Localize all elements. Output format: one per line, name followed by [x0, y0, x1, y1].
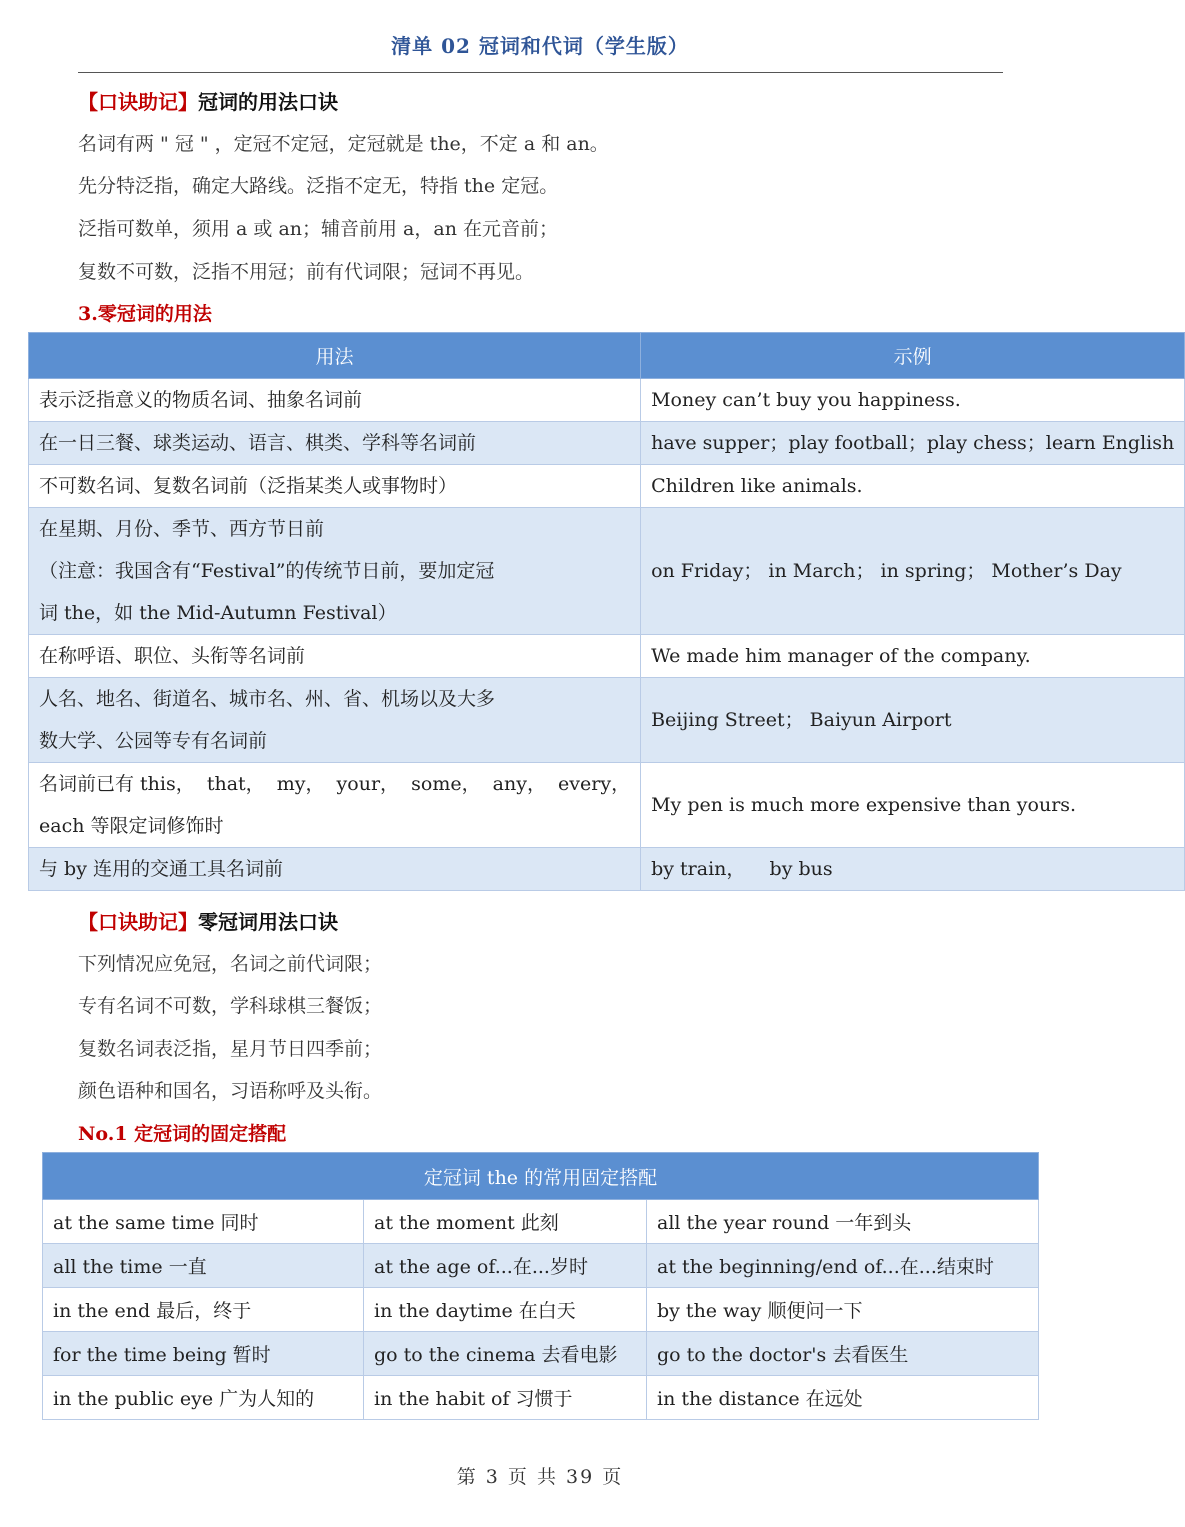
example-cell: We made him manager of the company. [641, 635, 1185, 678]
usage-cell [29, 422, 641, 465]
column-header-usage: 用法 [29, 333, 641, 379]
phrase-table-header: 定冠词 the 的常用固定搭配 [43, 1153, 1039, 1200]
phrase-cell: for the time being 暂时 [43, 1332, 364, 1376]
usage-line: 不可数名词、复数名词前（泛指某类人或事物时） [39, 475, 458, 497]
page-number: 第 3 页 共 39 页 [456, 1466, 624, 1488]
zero-article-table [28, 332, 1185, 891]
table-row [43, 1376, 1039, 1420]
usage-cell [29, 635, 641, 678]
mnemonic-heading-2 [78, 906, 338, 935]
usage-line: 在称呼语、职位、头衔等名词前 [39, 645, 306, 667]
mnemonic-title: 冠词的用法口诀 [198, 90, 338, 114]
phrase-cell: go to the cinema 去看电影 [364, 1332, 647, 1376]
table-row [43, 1244, 1039, 1288]
phrase-cell: in the end 最后，终于 [43, 1288, 364, 1332]
usage-line: 在一日三餐、球类运动、语言、棋类、学科等名词前 [39, 432, 477, 454]
usage-line: 词 the，如 the Mid-Autumn Festival） [39, 602, 397, 624]
mnemonic-line: 泛指可数单，须用 a 或 an；辅音前用 a，an 在元音前； [78, 218, 558, 240]
header-divider [78, 72, 1003, 73]
example-cell: My pen is much more expensive than yours. [641, 763, 1185, 848]
table-row [29, 763, 1185, 848]
phrase-cell: in the public eye 广为人知的 [43, 1376, 364, 1420]
example-cell: Money can’t buy you happiness. [641, 379, 1185, 422]
table-row [43, 1288, 1039, 1332]
mnemonic-line: 复数不可数，泛指不用冠；前有代词限；冠词不再见。 [78, 261, 535, 283]
usage-cell [29, 508, 641, 635]
example-cell: on Friday； in March； in spring； Mother’s Day [641, 508, 1185, 635]
mnemonic-title: 零冠词用法口诀 [198, 910, 338, 934]
table-row [29, 422, 1185, 465]
usage-cell [29, 763, 641, 848]
mnemonic-line: 下列情况应免冠，名词之前代词限； [78, 953, 383, 975]
table-row [29, 379, 1185, 422]
mnemonic-line: 颜色语种和国名，习语称呼及头衔。 [78, 1080, 383, 1102]
definite-article-phrase-table [42, 1152, 1039, 1420]
phrase-cell: all the time 一直 [43, 1244, 364, 1288]
usage-line: 人名、地名、街道名、城市名、州、省、机场以及大多 [39, 688, 496, 710]
phrase-cell: all the year round 一年到头 [647, 1200, 1039, 1244]
mnemonic-line: 先分特泛指，确定大路线。泛指不定无，特指 the 定冠。 [78, 175, 559, 197]
example-cell: Beijing Street； Baiyun Airport [641, 678, 1185, 763]
usage-line: 数大学、公园等专有名词前 [39, 730, 268, 752]
example-cell: Children like animals. [641, 465, 1185, 508]
phrase-cell: in the distance 在远处 [647, 1376, 1039, 1420]
phrase-cell: go to the doctor's 去看医生 [647, 1332, 1039, 1376]
usage-cell [29, 678, 641, 763]
table-row [29, 465, 1185, 508]
phrase-cell: at the beginning/end of...在...结束时 [647, 1244, 1039, 1288]
usage-line: 名词前已有 this， that， my， your， some， any， every， [39, 773, 631, 795]
usage-line: each 等限定词修饰时 [39, 815, 224, 837]
phrase-cell: by the way 顺便问一下 [647, 1288, 1039, 1332]
phrase-cell: in the habit of 习惯于 [364, 1376, 647, 1420]
table-row [29, 508, 1185, 635]
mnemonic-tag: 【口诀助记】 [78, 90, 198, 114]
phrase-cell: at the moment 此刻 [364, 1200, 647, 1244]
usage-line: 表示泛指意义的物质名词、抽象名词前 [39, 389, 363, 411]
usage-cell [29, 379, 641, 422]
phrase-cell: at the same time 同时 [43, 1200, 364, 1244]
phrase-cell: at the age of...在...岁时 [364, 1244, 647, 1288]
usage-cell [29, 848, 641, 891]
table-row [43, 1332, 1039, 1376]
page-header: 清单 02 冠词和代词（学生版） [391, 34, 689, 58]
mnemonic-tag: 【口诀助记】 [78, 910, 198, 934]
section-title: 3.零冠词的用法 [78, 303, 212, 325]
table-row [29, 678, 1185, 763]
usage-line: （注意：我国含有“Festival”的传统节日前，要加定冠 [39, 560, 495, 582]
mnemonic-heading-1 [78, 86, 338, 115]
table-header-row [29, 333, 1185, 379]
section-title: No.1 定冠词的固定搭配 [78, 1123, 287, 1145]
phrase-cell: in the daytime 在白天 [364, 1288, 647, 1332]
column-header-example: 示例 [641, 333, 1185, 379]
example-cell: by train， by bus [641, 848, 1185, 891]
usage-line: 与 by 连用的交通工具名词前 [39, 858, 283, 880]
usage-cell [29, 465, 641, 508]
table-row [29, 848, 1185, 891]
mnemonic-line: 复数名词表泛指，星月节日四季前； [78, 1038, 383, 1060]
table-header-row [43, 1153, 1039, 1200]
example-cell: have supper；play football；play chess；learn English [641, 422, 1185, 465]
mnemonic-line: 专有名词不可数，学科球棋三餐饭； [78, 995, 383, 1017]
mnemonic-line: 名词有两 " 冠 " ，定冠不定冠，定冠就是 the，不定 a 和 an。 [78, 133, 609, 155]
table-row [29, 635, 1185, 678]
usage-line: 在星期、月份、季节、西方节日前 [39, 518, 325, 540]
table-row [43, 1200, 1039, 1244]
